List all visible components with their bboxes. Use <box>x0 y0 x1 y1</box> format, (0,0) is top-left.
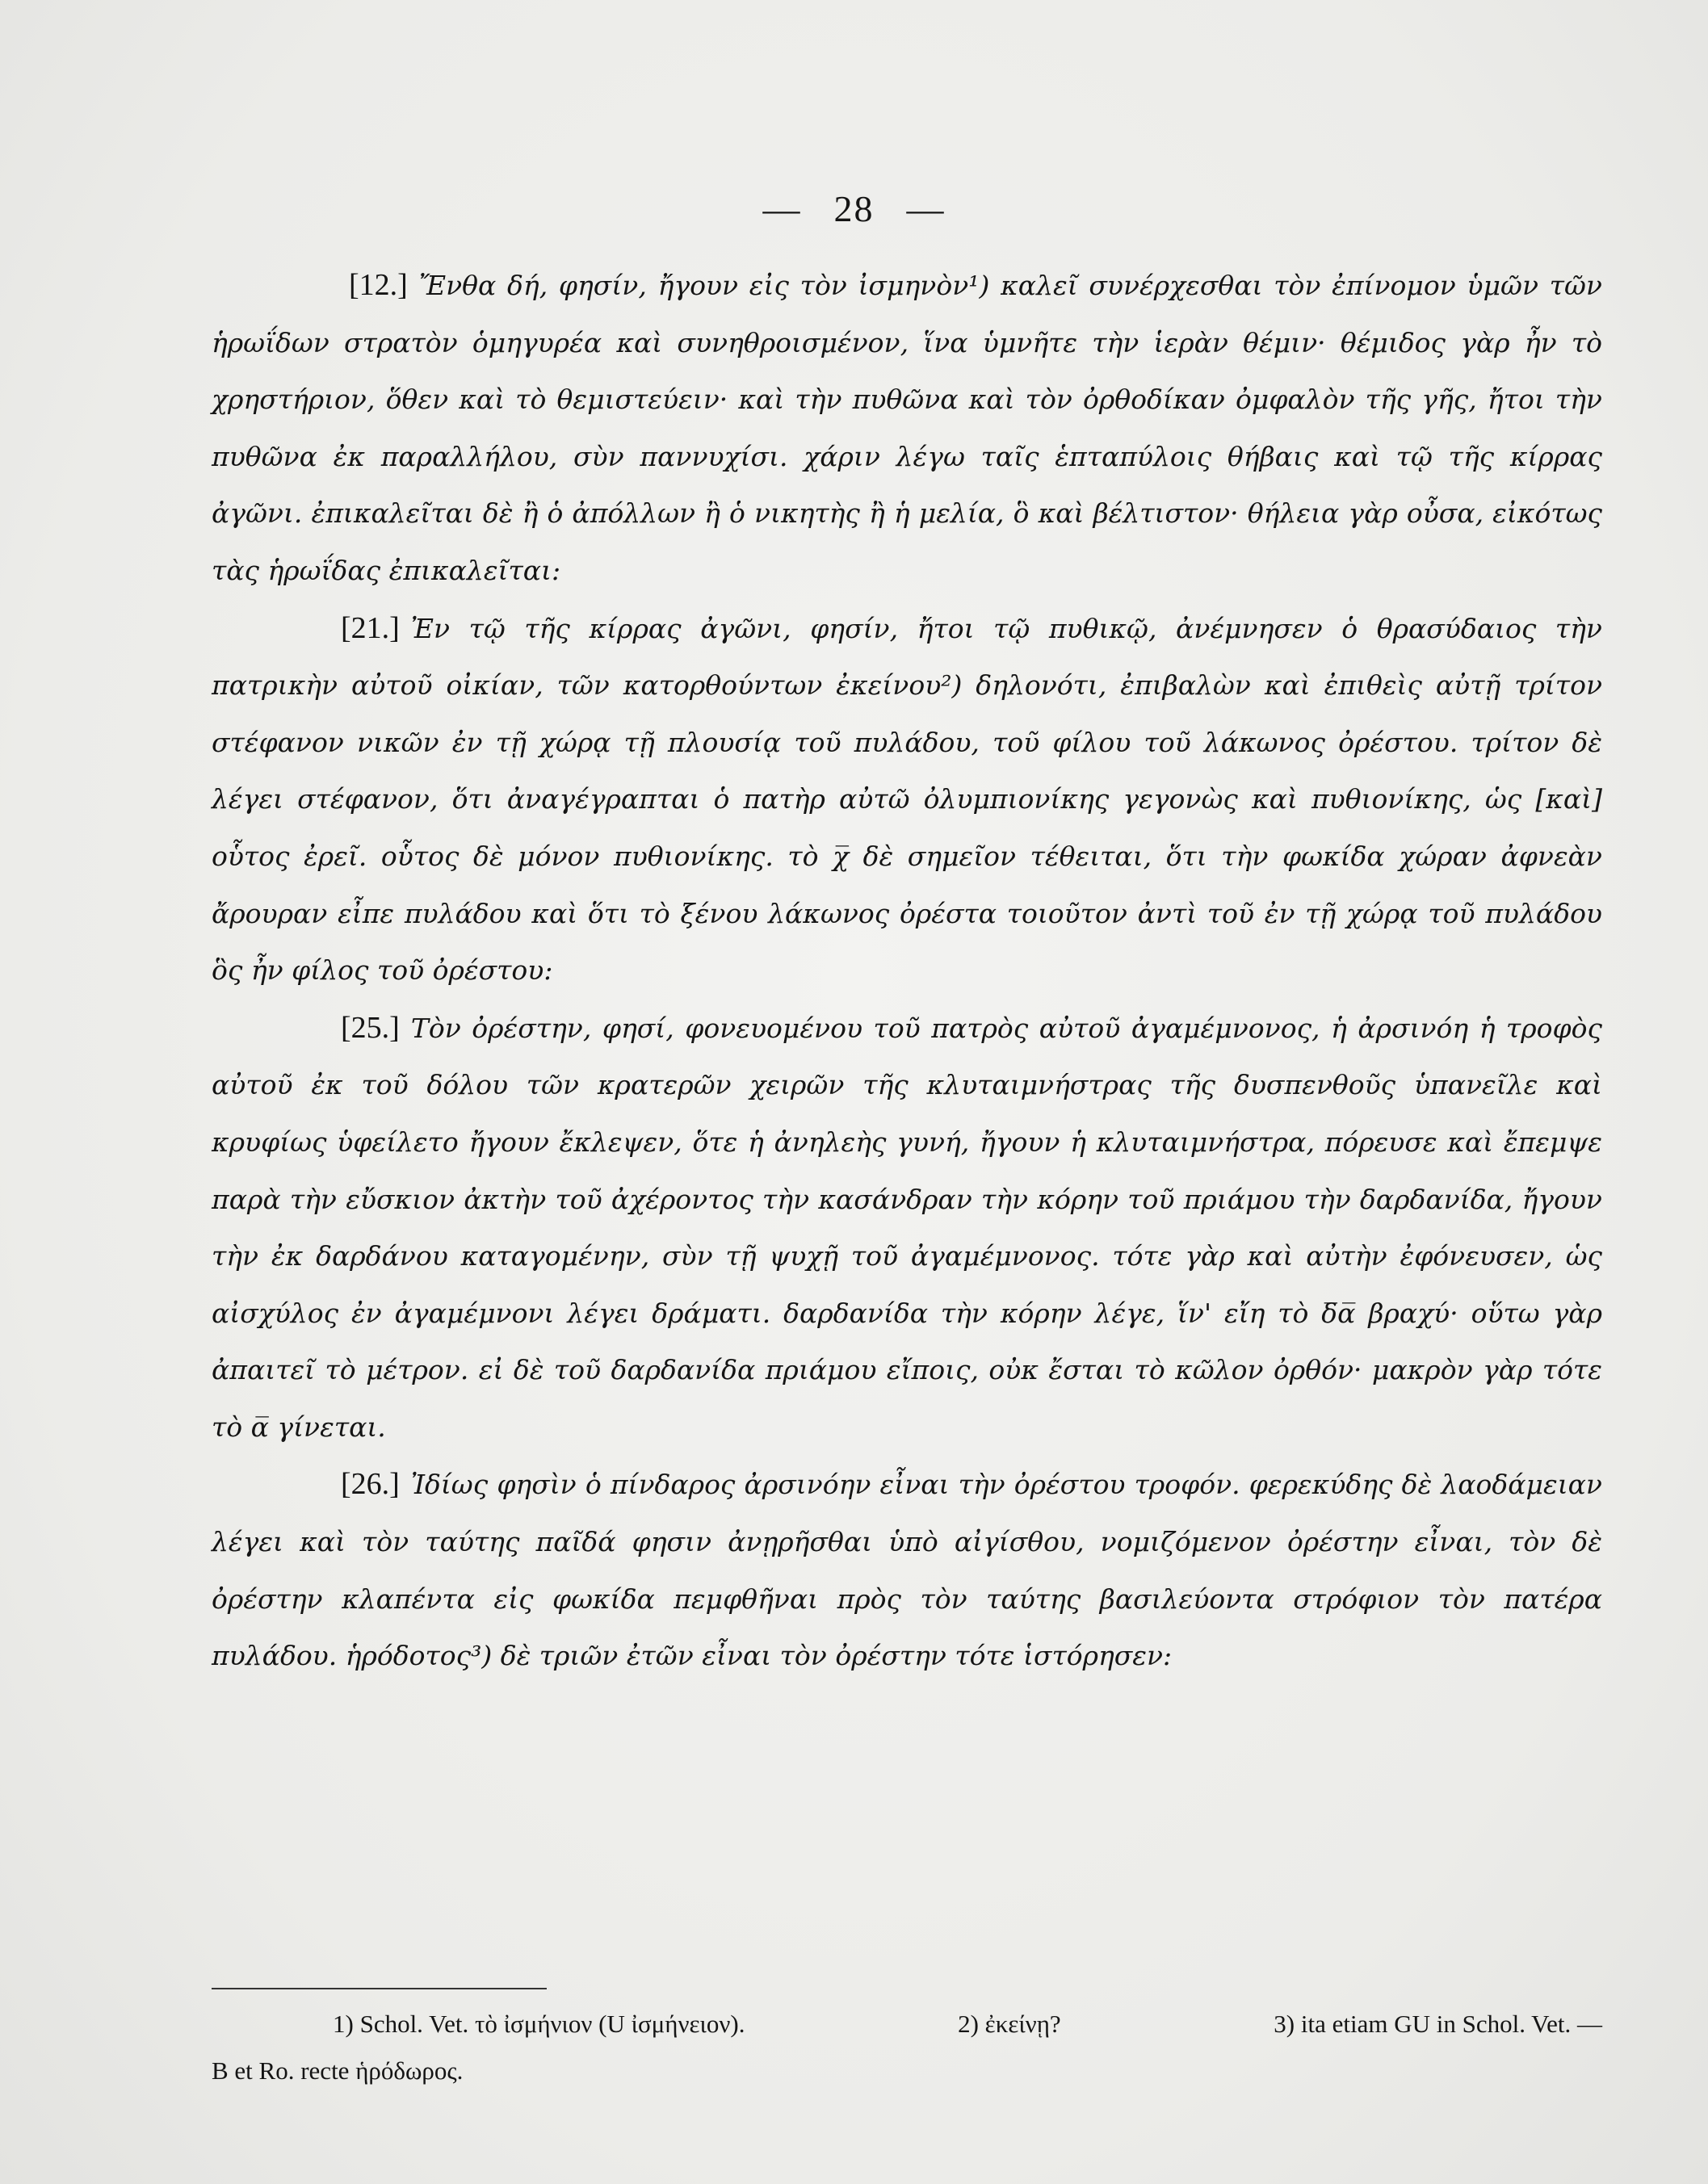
paragraph-marker: [12.] <box>349 268 408 302</box>
paragraph-marker: [26.] <box>341 1467 400 1502</box>
footnote-2: 2) ἐκείνῃ? <box>958 2010 1061 2038</box>
paragraph-25 <box>212 1000 1602 1457</box>
paragraph-text: Ἔνθα δή, φησίν, ἤγουν εἰς τὸν ἰσμηνὸν¹) καλεῖ συνέρχεσθαι τὸν ἐπίνομον ὑμῶν τῶν ἡρωΐδων στρατὸν ὁμηγυρέα καὶ συνηθροισμένον, ἵνα ὑμνῆτε τὴν ἱερὰν θέμιν· θέμιδος γὰρ ἦν τὸ χρηστήριον, ὅθεν καὶ τὸ θεμιστεύειν· καὶ τὴν πυθῶνα καὶ τὸν ὀρθοδίκαν ὀμφαλὸν τῆς γῆς, ἤτοι τὴν πυθῶνα ἐκ παραλλήλου, σὺν παννυχίσι. χάριν λέγω ταῖς ἑπταπύλοις θήβαις καὶ τῷ τῆς κίρρας ἀγῶνι. ἐπικαλεῖται δὲ ἢ ὁ ἀπόλλων ἢ ὁ νικητὴς ἢ ἡ μελία, ὃ καὶ βέλτιστον· θήλεια γὰρ οὖσα, εἰκότως τὰς ἡρωΐδας ἐπικαλεῖται: <box>212 270 1602 586</box>
paragraph-12 <box>212 257 1602 600</box>
page-number-dash-right: — <box>906 188 946 229</box>
footnote-rule <box>212 1988 547 1989</box>
paragraph-marker: [21.] <box>341 610 400 645</box>
page-number: 28 <box>833 188 875 229</box>
page-number-dash-left: — <box>762 188 802 229</box>
paragraph-text: Τὸν ὀρέστην, φησί, φονευομένου τοῦ πατρὸς αὐτοῦ ἀγαμέμνονος, ἡ ἀρσινόη ἡ τροφὸς αὐτοῦ ἐκ τοῦ δόλου τῶν κρατερῶν χειρῶν τῆς κλυταιμνήστρας τῆς δυσπενθοῦς ὑπανεῖλε καὶ κρυφίως ὑφείλετο ἤγουν ἔκλεψεν, ὅτε ἡ ἀνηλεὴς γυνή, ἤγουν ἡ κλυταιμνήστρα, πόρευσε καὶ ἔπεμψε παρὰ τὴν εὔσκιον ἀκτὴν τοῦ ἀχέροντος τὴν κασάνδραν τὴν κόρην τοῦ πριάμου τὴν δαρδανίδα, ἤγουν τὴν ἐκ δαρδάνου καταγομένην, σὺν τῇ ψυχῇ τοῦ ἀγαμέμνονος. τότε γὰρ καὶ αὐτὴν ἐφόνευσεν, ὡς αἰσχύλος ἐν ἀγαμέμνονι λέγει δράματι. δαρδανίδα τὴν κόρην λέγε, ἵν' εἴη τὸ δ̅α̅ βραχύ· οὕτω γὰρ ἀπαιτεῖ τὸ μέτρον. εἰ δὲ τοῦ δαρδανίδα πριάμου εἴποις, οὐκ ἔσται τὸ κῶλον ὀρθόν· μακρὸν γὰρ τότε τὸ α̅ γίνεται. <box>212 1012 1602 1443</box>
page-number-header <box>0 187 1708 230</box>
paragraph-marker: [25.] <box>341 1010 400 1045</box>
footnotes <box>212 2001 1602 2094</box>
footnote-1: 1) Schol. Vet. τὸ ἰσμήνιον (U ἰσμήνειον). <box>333 2010 745 2038</box>
paragraph-text: Ἐν τῷ τῆς κίρρας ἀγῶνι, φησίν, ἤτοι τῷ πυθικῷ, ἀνέμνησεν ὁ θρασύδαιος τὴν πατρικὴν αὐτοῦ οἰκίαν, τῶν κατορθούντων ἐκείνου²) δηλονότι, ἐπιβαλὼν καὶ ἐπιθεὶς αὐτῇ τρίτον στέφανον νικῶν ἐν τῇ χώρᾳ τῇ πλουσίᾳ τοῦ πυλάδου, τοῦ φίλου τοῦ λάκωνος ὀρέστου. τρίτον δὲ λέγει στέφανον, ὅτι ἀναγέγραπται ὁ πατὴρ αὐτῶ ὀλυμπιονίκης γεγονὼς καὶ πυθιονίκης, ὡς [καὶ] οὗτος ἐρεῖ. οὗτος δὲ μόνον πυθιονίκης. τὸ χ̅ δὲ σημεῖον τέθειται, ὅτι τὴν φωκίδα χώραν ἀφνεὰν ἄρουραν εἶπε πυλάδου καὶ ὅτι τὸ ξένου λάκωνος ὀρέστα τοιοῦτον ἀντὶ τοῦ ἐν τῇ χώρᾳ τοῦ πυλάδου ὃς ἦν φίλος τοῦ ὀρέστου: <box>212 612 1602 987</box>
footnote-3-continuation: B et Ro. recte ἡρόδωρος. <box>212 2056 464 2085</box>
footnote-row <box>212 2001 1602 2048</box>
footnote-3: 3) ita etiam GU in Schol. Vet. — <box>1274 2010 1602 2038</box>
paragraph-text: Ἰδίως φησὶν ὁ πίνδαρος ἀρσινόην εἶναι τὴν ὀρέστου τροφόν. φερεκύδης δὲ λαοδάμειαν λέγει καὶ τὸν ταύτης παῖδά φησιν ἀνῃρῆσθαι ὑπὸ αἰγίσθου, νομιζόμενον ὀρέστην εἶναι, τὸν δὲ ὀρέστην κλαπέντα εἰς φωκίδα πεμφθῆναι πρὸς τὸν ταύτης βασιλεύοντα στρόφιον τὸν πατέρα πυλάδου. ἡρόδοτος³) δὲ τριῶν ἐτῶν εἶναι τὸν ὀρέστην τότε ἱστόρησεν: <box>212 1469 1602 1672</box>
paragraph-21 <box>212 600 1602 1000</box>
main-text <box>212 257 1602 1685</box>
paragraph-26 <box>212 1456 1602 1684</box>
